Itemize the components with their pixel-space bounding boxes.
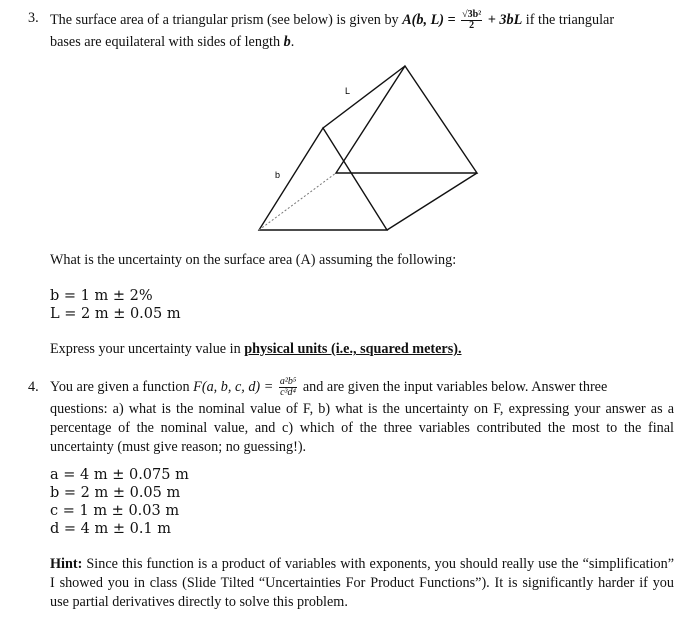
q3-express-bold: physical units (i.e., squared meters). (244, 341, 462, 357)
q4-var-c: c = 1 m ± 0.03 m (50, 503, 180, 519)
q3-formula-lhs: A(b, L) = (402, 11, 456, 28)
q4-number: 4. (28, 379, 39, 395)
q4-var-d: d = 4 m ± 0.1 m (50, 521, 172, 537)
q4-var-b: b = 2 m ± 0.05 m (50, 485, 181, 501)
prism-edge-top (323, 66, 405, 128)
q4-var-a: a = 4 m ± 0.075 m (50, 467, 189, 483)
back-triangle (336, 66, 477, 173)
q4-func: F(a, b, c, d) = (193, 378, 274, 395)
prism-edge-hidden (259, 173, 336, 230)
q3-intro: The surface area of a triangular prism (see below) is given by (50, 11, 399, 28)
q3-express-pre: Express your uncertainty value in (50, 341, 241, 357)
q3-var-b: b = 1 m ± 2% (50, 288, 153, 304)
q3-formula-den: 2 (469, 20, 475, 31)
triangular-prism-figure (250, 60, 480, 240)
q4-body: questions: a) what is the nominal value of F, b) what is the uncertainty on F, expressing your answer as a percentage of the nominal value, and c) which of the three variables contributed the most to the final uncertainty (must give reason; no guessing!). (50, 401, 674, 455)
q3-line1 (50, 10, 680, 31)
q3-formula-fraction (461, 10, 482, 31)
label-L: L (345, 86, 351, 96)
q3-var-L: L = 2 m ± 0.05 m (50, 306, 181, 322)
q3-formula-rest: + 3bL (487, 11, 523, 28)
q4-hint-label: Hint: (50, 556, 83, 572)
q3-line2 (50, 33, 294, 52)
q3-line2-var: b (283, 34, 291, 50)
q3-question: What is the uncertainty on the surface area (A) assuming the following: (50, 252, 457, 268)
q4-hint (50, 555, 674, 612)
q3-express (50, 340, 462, 359)
q4-hint-text: Since this function is a product of variables with exponents, you should really use the “simplification” I showed you in class (Slide Tilted “Uncertainties For Product Functions”). It is significantly harder if you use partial derivatives directly to solve this problem. (50, 556, 675, 610)
q4-frac-den: c³d⁴ (280, 387, 297, 398)
q3-formula-num: √3b² (462, 9, 482, 20)
q3-number: 3. (28, 10, 39, 26)
q4-intro: You are given a function (50, 378, 190, 395)
prism-edge-bottom-right (387, 173, 477, 230)
q3-line2-pre: bases are equilateral with sides of length (50, 34, 281, 50)
label-b: b (275, 170, 281, 180)
q4-line1 (50, 377, 680, 398)
q4-fraction (279, 377, 297, 398)
q4-frac-num: a²b⁵ (279, 376, 297, 387)
q3-line2-end: . (290, 34, 295, 50)
q4-rest-line1: and are given the input variables below. Answer three (302, 378, 608, 395)
q3-after-formula: if the triangular (525, 11, 615, 28)
